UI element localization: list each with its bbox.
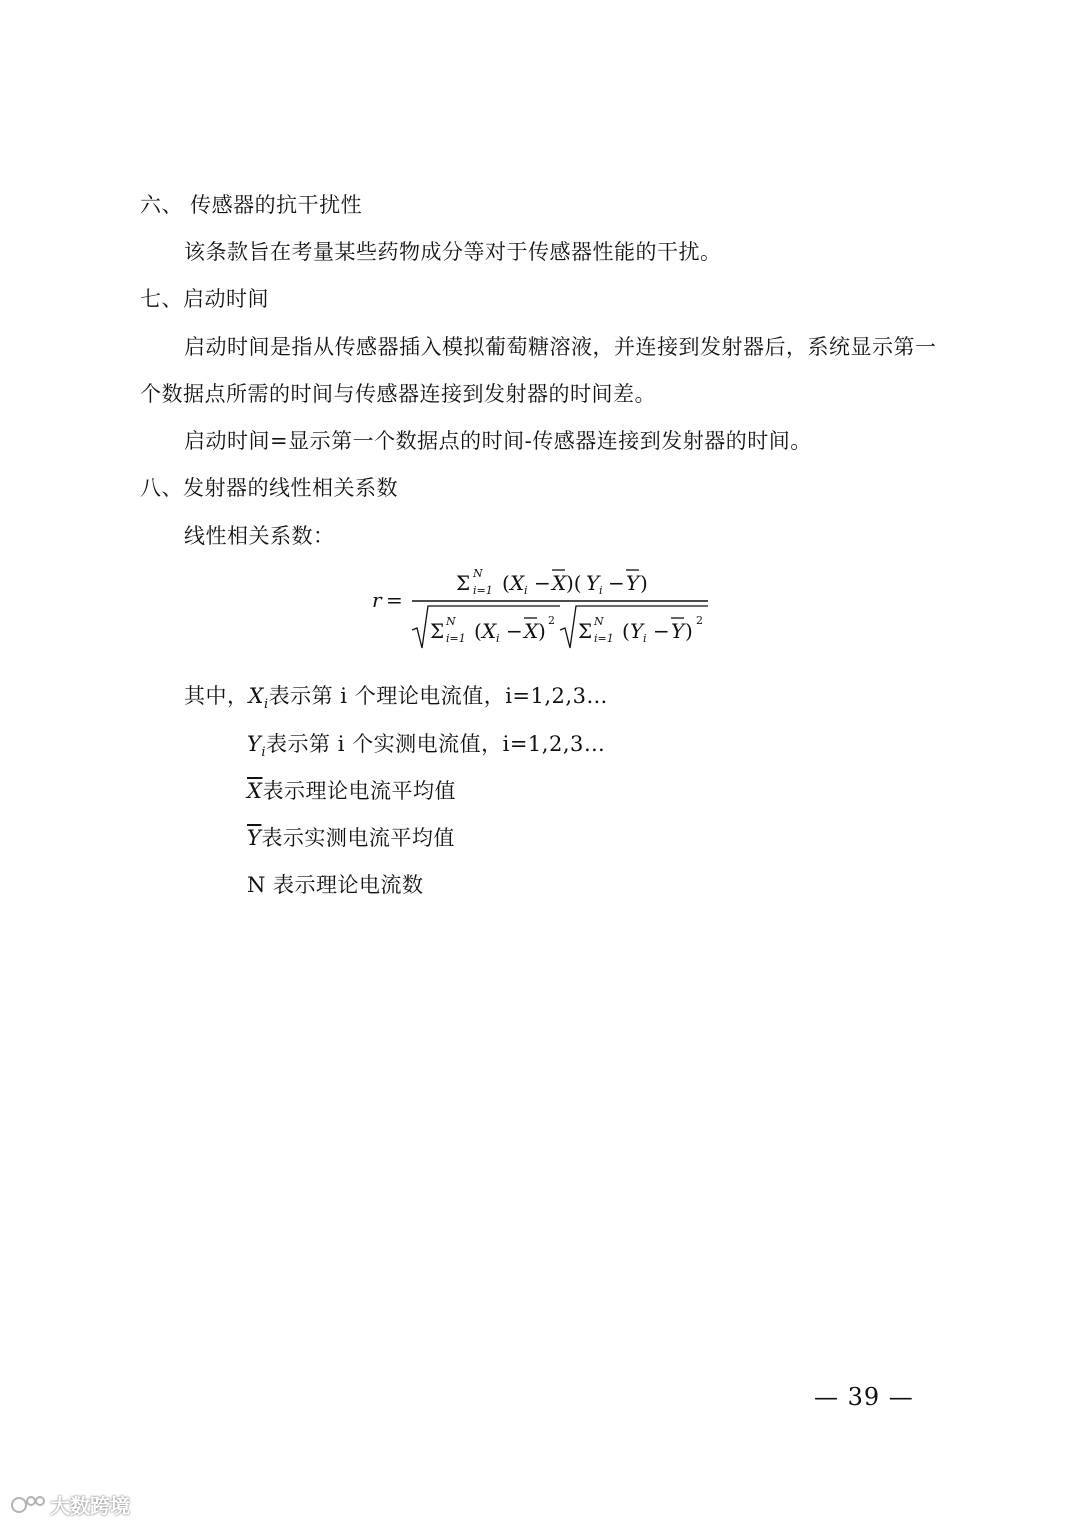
section-7-body-line-2: 个数据点所需的时间与传感器连接到发射器的时间差。: [140, 382, 656, 406]
svg-text:2: 2: [548, 614, 555, 627]
svg-text:−: −: [534, 571, 551, 595]
svg-text:i=1: i=1: [473, 584, 493, 597]
section-6-body: 该条款旨在考量某些药物成分等对于传感器性能的干扰。: [184, 240, 722, 264]
svg-text:(: (: [502, 571, 510, 595]
svg-text:X: X: [510, 571, 525, 595]
svg-text:−: −: [506, 619, 523, 643]
section-7-body-line-1: 启动时间是指从传感器插入模拟葡萄糖溶液，并连接到发射器后，系统显示第一: [184, 335, 937, 359]
ybar-symbol: $\overline{Y}$: [247, 826, 262, 850]
watermark-text: 大数跨境: [50, 1494, 130, 1518]
svg-text:): ): [685, 619, 693, 643]
svg-text:): ): [640, 571, 648, 595]
xi-symbol: $X_i$: [248, 684, 269, 713]
definition-yi: [247, 730, 605, 767]
svg-text:Y: Y: [630, 619, 644, 643]
definition-xi-text: 表示第 i 个理论电流值，i=1,2,3…: [268, 684, 608, 708]
svg-text:i: i: [599, 584, 603, 597]
svg-text:Σ: Σ: [456, 571, 471, 595]
logo-icon: [10, 1493, 46, 1517]
section-6-heading: 六、 传感器的抗干扰性: [140, 193, 363, 217]
svg-text:Σ: Σ: [430, 619, 445, 643]
svg-text:)(: )(: [566, 571, 582, 595]
svg-text:X: X: [482, 619, 497, 643]
svg-text:Y: Y: [626, 571, 640, 595]
svg-text:i=1: i=1: [594, 632, 614, 645]
definition-ybar-text: 表示实测电流平均值: [261, 826, 455, 850]
page-number: — 39 —: [814, 1383, 914, 1411]
svg-text:i: i: [524, 584, 528, 597]
svg-text:(: (: [474, 619, 482, 643]
svg-text:N: N: [594, 615, 604, 628]
definition-n: N 表示理论电流数: [247, 873, 424, 897]
svg-text:(: (: [622, 619, 630, 643]
svg-text:N: N: [473, 567, 483, 580]
svg-text:r: r: [372, 588, 382, 612]
svg-text:X: X: [524, 619, 539, 643]
svg-text:i=1: i=1: [446, 632, 466, 645]
svg-text:−: −: [608, 571, 625, 595]
svg-text:i: i: [496, 632, 500, 645]
watermark: [10, 1490, 130, 1519]
correlation-formula: [372, 562, 717, 662]
definition-yi-text: 表示第 i 个实测电流值，i=1,2,3…: [266, 732, 606, 756]
definition-xbar: [247, 777, 456, 805]
definition-xi: [184, 682, 608, 719]
svg-text:Y: Y: [671, 619, 685, 643]
definition-ybar: [247, 824, 455, 852]
xbar-symbol: $\overline{X}$: [247, 779, 263, 803]
svg-text:−: −: [653, 619, 670, 643]
svg-text:X: X: [552, 571, 567, 595]
section-7-body-line-3: 启动时间=显示第一个数据点的时间-传感器连接到发射器的时间。: [184, 429, 812, 453]
section-8-heading: 八、发射器的线性相关系数: [140, 476, 398, 500]
svg-text:Σ: Σ: [578, 619, 593, 643]
svg-text:=: =: [386, 588, 403, 612]
svg-text:i: i: [643, 632, 647, 645]
svg-text:2: 2: [696, 614, 703, 627]
formula-label: 线性相关系数：: [184, 524, 335, 548]
svg-text:): ): [538, 619, 546, 643]
yi-symbol: $Y_i$: [247, 732, 267, 761]
svg-text:Y: Y: [586, 571, 600, 595]
svg-text:N: N: [446, 615, 456, 628]
definition-prefix: 其中，: [184, 684, 249, 708]
section-7-heading: 七、启动时间: [140, 287, 269, 311]
definition-xbar-text: 表示理论电流平均值: [262, 779, 456, 803]
